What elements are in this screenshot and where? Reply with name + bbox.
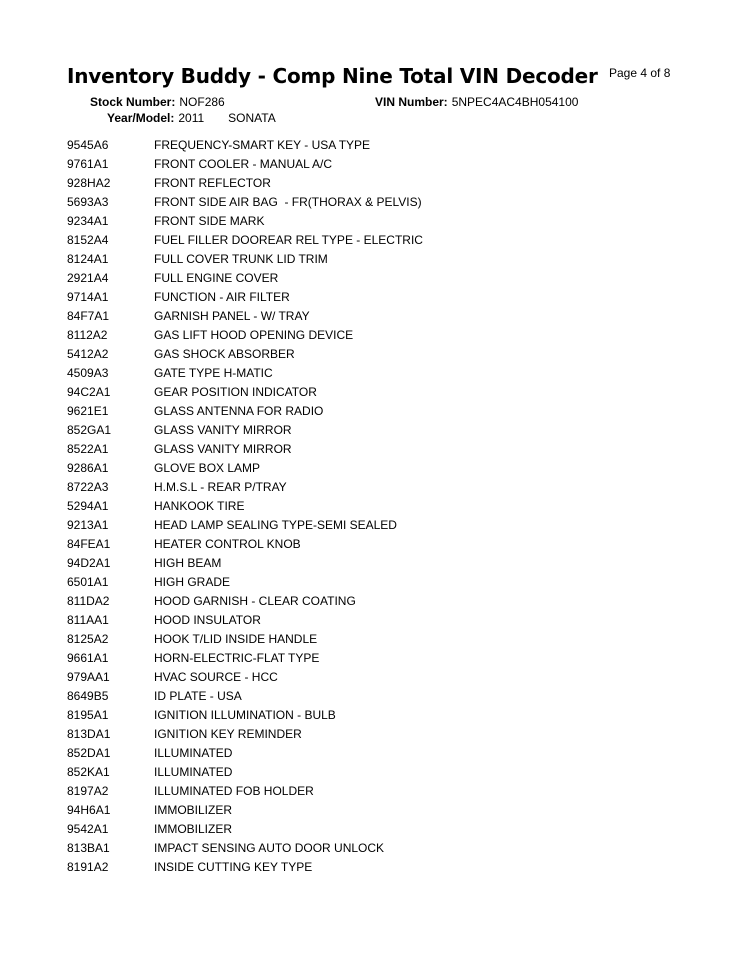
option-row bbox=[67, 572, 707, 591]
option-description: GAS LIFT HOOD OPENING DEVICE bbox=[154, 327, 354, 342]
option-code: 9761A1 bbox=[67, 156, 109, 171]
option-code: 8722A3 bbox=[67, 479, 109, 494]
option-code: 8125A2 bbox=[67, 631, 109, 646]
option-row bbox=[67, 857, 707, 876]
stock-number-label: Stock Number: bbox=[90, 95, 176, 109]
option-description: HOOK T/LID INSIDE HANDLE bbox=[154, 631, 318, 646]
option-description: ID PLATE - USA bbox=[154, 688, 242, 703]
option-code: 979AA1 bbox=[67, 669, 110, 684]
option-description: FRONT COOLER - MANUAL A/C bbox=[154, 156, 333, 171]
vin-number-value: 5NPEC4AC4BH054100 bbox=[451, 95, 579, 109]
option-code: 813DA1 bbox=[67, 726, 111, 741]
option-code: 5294A1 bbox=[67, 498, 109, 513]
option-row bbox=[67, 439, 707, 458]
option-row bbox=[67, 819, 707, 838]
option-description: GARNISH PANEL - W/ TRAY bbox=[154, 308, 310, 323]
option-description: IGNITION KEY REMINDER bbox=[154, 726, 302, 741]
option-row bbox=[67, 667, 707, 686]
option-row bbox=[67, 496, 707, 515]
option-description: FRONT REFLECTOR bbox=[154, 175, 271, 190]
option-code: 8191A2 bbox=[67, 859, 109, 874]
option-row bbox=[67, 230, 707, 249]
model-value: SONATA bbox=[228, 111, 276, 125]
option-description: GATE TYPE H-MATIC bbox=[154, 365, 273, 380]
option-row bbox=[67, 458, 707, 477]
option-description: FULL ENGINE COVER bbox=[154, 270, 279, 285]
option-code: 9286A1 bbox=[67, 460, 109, 475]
option-code: 813BA1 bbox=[67, 840, 110, 855]
option-code: 9545A6 bbox=[67, 137, 109, 152]
vin-number-label: VIN Number: bbox=[375, 95, 448, 109]
option-row bbox=[67, 591, 707, 610]
option-code: 94D2A1 bbox=[67, 555, 111, 570]
option-description: ILLUMINATED bbox=[154, 764, 233, 779]
option-description: IGNITION ILLUMINATION - BULB bbox=[154, 707, 336, 722]
option-code: 8197A2 bbox=[67, 783, 109, 798]
option-code: 852DA1 bbox=[67, 745, 111, 760]
option-code: 8152A4 bbox=[67, 232, 109, 247]
option-row bbox=[67, 344, 707, 363]
option-description: HORN-ELECTRIC-FLAT TYPE bbox=[154, 650, 320, 665]
option-row bbox=[67, 838, 707, 857]
option-code: 8522A1 bbox=[67, 441, 109, 456]
option-description: GAS SHOCK ABSORBER bbox=[154, 346, 295, 361]
option-row bbox=[67, 249, 707, 268]
option-description: FRONT SIDE MARK bbox=[154, 213, 265, 228]
option-code-list bbox=[67, 135, 707, 876]
option-code: 928HA2 bbox=[67, 175, 111, 190]
option-row bbox=[67, 515, 707, 534]
option-code: 6501A1 bbox=[67, 574, 109, 589]
option-row bbox=[67, 135, 707, 154]
option-row bbox=[67, 287, 707, 306]
option-row bbox=[67, 306, 707, 325]
option-row bbox=[67, 610, 707, 629]
option-row bbox=[67, 211, 707, 230]
option-code: 94C2A1 bbox=[67, 384, 111, 399]
option-row bbox=[67, 686, 707, 705]
option-description: H.M.S.L - REAR P/TRAY bbox=[154, 479, 287, 494]
stock-number-field bbox=[90, 95, 225, 109]
option-row bbox=[67, 401, 707, 420]
option-row bbox=[67, 762, 707, 781]
option-description: GEAR POSITION INDICATOR bbox=[154, 384, 317, 399]
option-description: IMMOBILIZER bbox=[154, 821, 233, 836]
option-row bbox=[67, 800, 707, 819]
option-description: FULL COVER TRUNK LID TRIM bbox=[154, 251, 328, 266]
option-description: FUNCTION - AIR FILTER bbox=[154, 289, 290, 304]
page-title: Inventory Buddy - Comp Nine Total VIN Decoder bbox=[67, 64, 598, 88]
option-row bbox=[67, 154, 707, 173]
option-row bbox=[67, 173, 707, 192]
option-row bbox=[67, 268, 707, 287]
option-code: 9213A1 bbox=[67, 517, 109, 532]
option-code: 4509A3 bbox=[67, 365, 109, 380]
option-code: 852GA1 bbox=[67, 422, 112, 437]
option-row bbox=[67, 420, 707, 439]
option-code: 9621E1 bbox=[67, 403, 109, 418]
option-description: FREQUENCY-SMART KEY - USA TYPE bbox=[154, 137, 371, 152]
option-code: 811DA2 bbox=[67, 593, 110, 608]
option-row bbox=[67, 192, 707, 211]
option-code: 8124A1 bbox=[67, 251, 109, 266]
option-description: FRONT SIDE AIR BAG - FR(THORAX & PELVIS) bbox=[154, 194, 422, 209]
option-row bbox=[67, 629, 707, 648]
option-code: 9542A1 bbox=[67, 821, 109, 836]
option-description: HIGH GRADE bbox=[154, 574, 231, 589]
option-row bbox=[67, 724, 707, 743]
option-code: 94H6A1 bbox=[67, 802, 111, 817]
option-code: 9714A1 bbox=[67, 289, 109, 304]
option-description: ILLUMINATED FOB HOLDER bbox=[154, 783, 314, 798]
vin-number-field bbox=[375, 95, 578, 109]
option-description: GLASS VANITY MIRROR bbox=[154, 441, 292, 456]
option-code: 811AA1 bbox=[67, 612, 109, 627]
option-row bbox=[67, 553, 707, 572]
option-row bbox=[67, 477, 707, 496]
option-row bbox=[67, 363, 707, 382]
option-description: HANKOOK TIRE bbox=[154, 498, 245, 513]
option-code: 5412A2 bbox=[67, 346, 109, 361]
option-code: 5693A3 bbox=[67, 194, 109, 209]
option-description: GLASS VANITY MIRROR bbox=[154, 422, 292, 437]
option-code: 8112A2 bbox=[67, 327, 108, 342]
option-code: 84FEA1 bbox=[67, 536, 111, 551]
option-description: HEAD LAMP SEALING TYPE-SEMI SEALED bbox=[154, 517, 397, 532]
option-row bbox=[67, 743, 707, 762]
option-description: GLOVE BOX LAMP bbox=[154, 460, 261, 475]
option-description: IMMOBILIZER bbox=[154, 802, 233, 817]
option-code: 9661A1 bbox=[67, 650, 109, 665]
option-code: 8195A1 bbox=[67, 707, 109, 722]
year-model-label: Year/Model: bbox=[107, 111, 175, 125]
option-code: 852KA1 bbox=[67, 764, 110, 779]
option-description: IMPACT SENSING AUTO DOOR UNLOCK bbox=[154, 840, 385, 855]
option-row bbox=[67, 648, 707, 667]
option-description: GLASS ANTENNA FOR RADIO bbox=[154, 403, 324, 418]
option-description: HVAC SOURCE - HCC bbox=[154, 669, 278, 684]
option-code: 9234A1 bbox=[67, 213, 109, 228]
option-code: 2921A4 bbox=[67, 270, 109, 285]
option-description: INSIDE CUTTING KEY TYPE bbox=[154, 859, 313, 874]
year-model-field bbox=[107, 111, 276, 125]
option-row bbox=[67, 781, 707, 800]
page-number: Page 4 of 8 bbox=[609, 66, 671, 80]
option-row bbox=[67, 382, 707, 401]
option-description: HOOD INSULATOR bbox=[154, 612, 261, 627]
option-row bbox=[67, 705, 707, 724]
year-value: 2011 bbox=[178, 111, 205, 125]
option-row bbox=[67, 534, 707, 553]
stock-number-value: NOF286 bbox=[179, 95, 225, 109]
option-description: HOOD GARNISH - CLEAR COATING bbox=[154, 593, 356, 608]
option-row bbox=[67, 325, 707, 344]
option-description: FUEL FILLER DOOREAR REL TYPE - ELECTRIC bbox=[154, 232, 423, 247]
option-description: HIGH BEAM bbox=[154, 555, 222, 570]
option-code: 8649B5 bbox=[67, 688, 109, 703]
option-description: HEATER CONTROL KNOB bbox=[154, 536, 301, 551]
option-code: 84F7A1 bbox=[67, 308, 110, 323]
option-description: ILLUMINATED bbox=[154, 745, 233, 760]
